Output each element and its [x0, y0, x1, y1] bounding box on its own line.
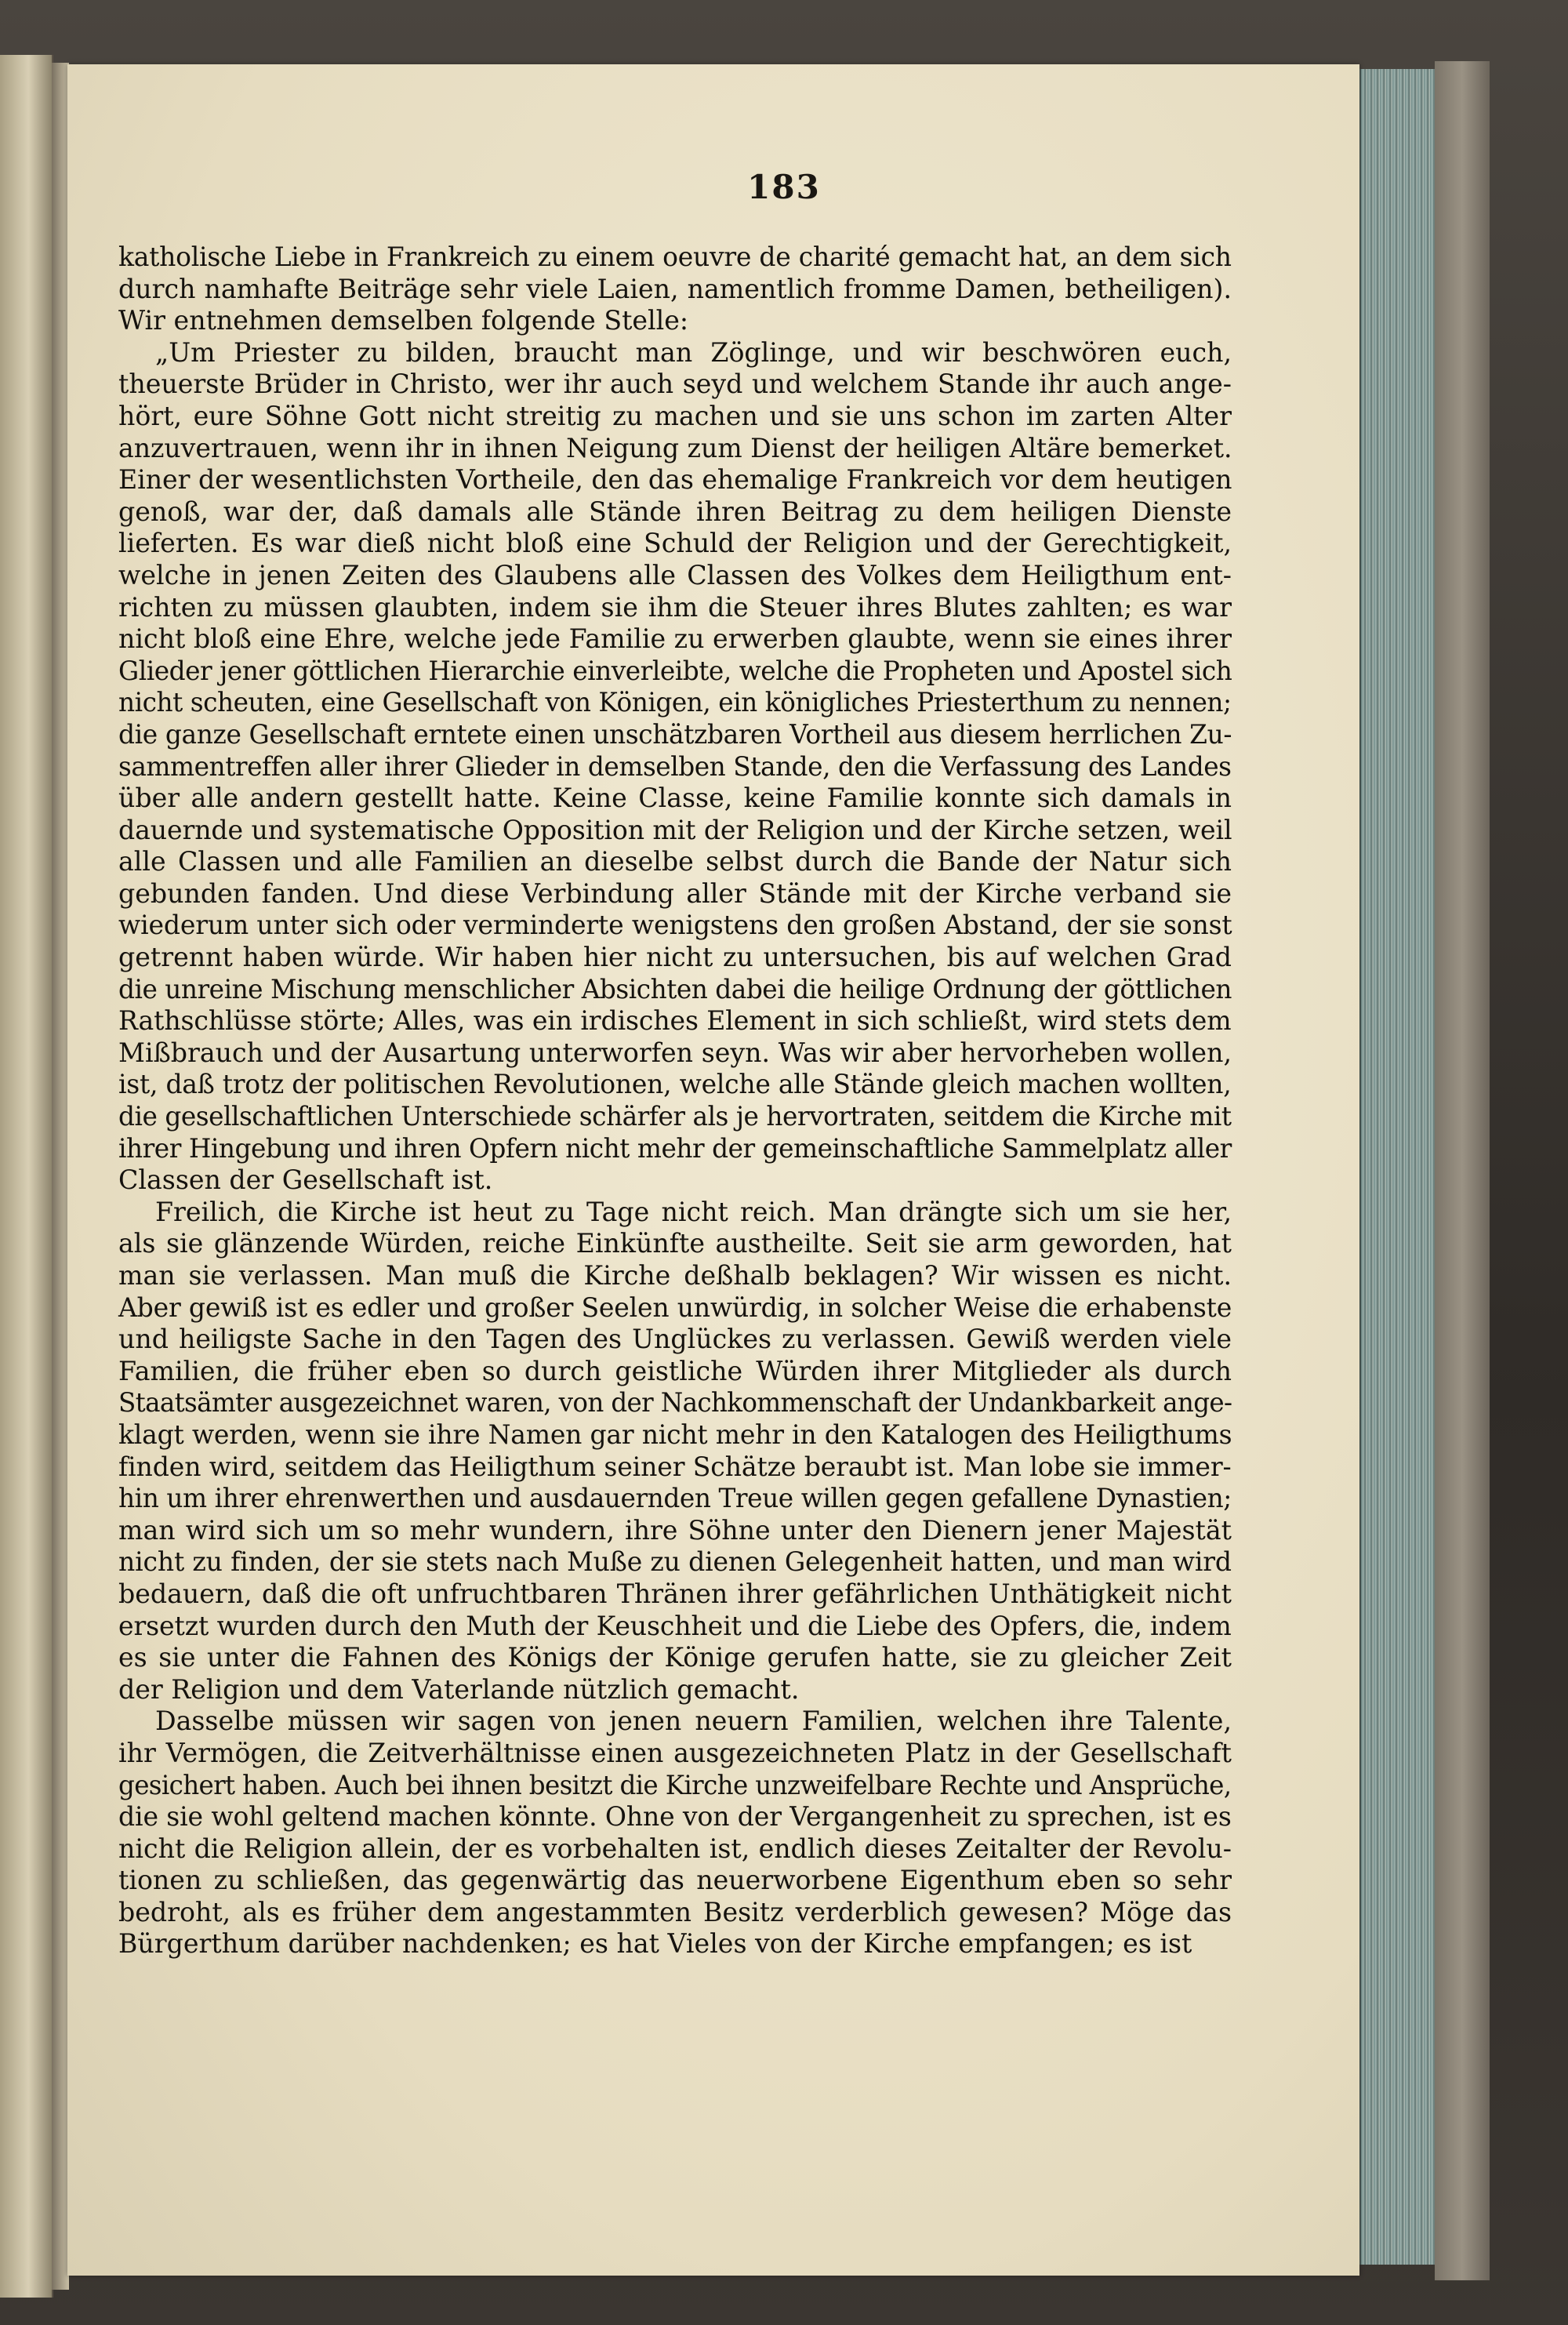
text-line: genoß, war der, daß damals alle Stände ihren Beitrag zu dem heiligen Dienste	[118, 496, 1232, 527]
text-line: „Um Priester zu bilden, braucht man Zöglinge, und wir beschwören euch,	[155, 336, 1232, 368]
body-text	[118, 242, 1232, 1960]
text-line: Dasselbe müssen wir sagen von jenen neuern Familien, welchen ihre Talente,	[155, 1706, 1232, 1737]
text-line: Aber gewiß ist es edler und großer Seelen unwürdig, in solcher Weise die erhabenste	[118, 1291, 1232, 1323]
text-line: theuerste Brüder in Christo, wer ihr auch seyd und welchem Stande ihr auch ange-	[118, 369, 1232, 400]
text-line: klagt werden, wenn sie ihre Namen gar nicht mehr in den Katalogen des Heiligthums	[118, 1419, 1232, 1450]
text-line: Rathschlüsse störte; Alles, was ein irdisches Element in sich schließt, wird stets dem	[118, 1005, 1232, 1037]
text-line: Familien, die früher eben so durch geistliche Würden ihrer Mitglieder als durch	[118, 1355, 1232, 1386]
paragraph	[118, 242, 1232, 337]
text-line: bedroht, als es früher dem angestammten Besitz verderblich gewesen? Möge das	[118, 1896, 1232, 1927]
left-page-edge	[0, 55, 53, 2298]
page-number: 183	[747, 168, 821, 206]
text-line: alle Classen und alle Familien an dieselbe selbst durch die Bande der Natur sich	[118, 846, 1232, 877]
text-line: ihrer Hingebung und ihren Opfern nicht mehr der gemeinschaftliche Sammelplatz aller	[118, 1132, 1232, 1164]
text-line: durch namhafte Beiträge sehr viele Laien, namentlich fromme Damen, betheiligen).	[118, 273, 1232, 304]
text-line: als sie glänzende Würden, reiche Einkünfte austheilte. Seit sie arm geworden, hat	[118, 1228, 1232, 1259]
text-line: Glieder jener göttlichen Hierarchie einverleibte, welche die Propheten und Apostel sich	[118, 655, 1232, 686]
text-line: es sie unter die Fahnen des Königs der Könige gerufen hatte, sie zu gleicher Zeit	[118, 1642, 1232, 1673]
text-line: welche in jenen Zeiten des Glaubens alle Classen des Volkes dem Heiligthum ent-	[118, 559, 1232, 590]
text-line: nicht scheuten, eine Gesellschaft von Königen, ein königliches Priesterthum zu nennen;	[118, 687, 1232, 718]
text-line: hört, eure Söhne Gott nicht streitig zu machen und sie uns schon im zarten Alter	[118, 400, 1232, 431]
text-line: katholische Liebe in Frankreich zu einem oeuvre de charité gemacht hat, an dem sich	[118, 242, 1232, 272]
text-line: anzuvertrauen, wenn ihr in ihnen Neigung zum Dienst der heiligen Altäre bemerket.	[118, 432, 1232, 463]
text-line: wiederum unter sich oder verminderte wenigstens den großen Abstand, der sie sonst	[118, 910, 1232, 941]
text-line: die ganze Gesellschaft erntete einen unschätzbaren Vortheil aus diesem herrlichen Zu-	[118, 718, 1232, 750]
text-line: lieferten. Es war dieß nicht bloß eine Schuld der Religion und der Gerechtigkeit,	[118, 528, 1232, 559]
text-line: gesichert haben. Auch bei ihnen besitzt die Kirche unzweifelbare Rechte und Ansprüche,	[118, 1769, 1232, 1800]
text-line: ist, daß trotz der politischen Revolutionen, welche alle Stände gleich machen wollten,	[118, 1069, 1232, 1100]
text-line: gebunden fanden. Und diese Verbindung aller Stände mit der Kirche verband sie	[118, 877, 1232, 909]
text-line: und heiligste Sache in den Tagen des Unglückes zu verlassen. Gewiß werden viele	[118, 1324, 1232, 1355]
text-line: sammentreffen aller ihrer Glieder in demselben Stande, den die Verfassung des Landes	[118, 750, 1232, 782]
text-line: nicht bloß eine Ehre, welche jede Familie zu erwerben glaubte, wenn sie eines ihrer	[118, 623, 1232, 655]
text-line: Freilich, die Kirche ist heut zu Tage nicht reich. Man drängte sich um sie her,	[155, 1196, 1232, 1227]
text-line: finden wird, seitdem das Heiligthum seiner Schätze beraubt ist. Man lobe sie immer-	[118, 1451, 1232, 1482]
text-line: ersetzt wurden durch den Muth der Keuschheit und die Liebe des Opfers, die, indem	[118, 1610, 1232, 1641]
text-line: dauernde und systematische Opposition mit der Religion und der Kirche setzen, weil	[118, 814, 1232, 845]
page-stack-edges	[1359, 69, 1436, 2265]
text-line: richten zu müssen glaubten, indem sie ihm die Steuer ihres Blutes zahlten; es war	[118, 591, 1232, 623]
text-line: man wird sich um so mehr wundern, ihre Söhne unter den Dienern jener Majestät	[118, 1514, 1232, 1546]
book-cover-edge	[1435, 61, 1490, 2280]
text-line: der Religion und dem Vaterlande nützlich gemacht.	[118, 1673, 800, 1705]
text-line: nicht die Religion allein, der es vorbehalten ist, endlich dieses Zeitalter der Revolu-	[118, 1833, 1232, 1864]
text-line: getrennt haben würde. Wir haben hier nicht zu untersuchen, bis auf welchen Grad	[118, 942, 1232, 973]
paragraph	[118, 1706, 1232, 1960]
text-line: Einer der wesentlichsten Vortheile, den das ehemalige Frankreich vor dem heutigen	[118, 464, 1232, 496]
book-gutter	[52, 63, 69, 2290]
text-line: ihr Vermögen, die Zeitverhältnisse einen ausgezeichneten Platz in der Gesellschaft	[118, 1737, 1232, 1768]
paragraph	[118, 1197, 1232, 1706]
text-line: Mißbrauch und der Ausartung unterworfen seyn. Was wir aber hervorheben wollen,	[118, 1037, 1232, 1068]
text-line: Wir entnehmen demselben folgende Stelle:	[118, 305, 689, 336]
text-line: tionen zu schließen, das gegenwärtig das neuerworbene Eigenthum eben so sehr	[118, 1865, 1232, 1896]
text-line: nicht zu finden, der sie stets nach Muße zu dienen Gelegenheit hatten, und man wird	[118, 1546, 1232, 1578]
text-line: Classen der Gesellschaft ist.	[118, 1164, 493, 1196]
text-line: hin um ihrer ehrenwerthen und ausdauernden Treue willen gegen gefallene Dynastien;	[118, 1483, 1232, 1514]
text-line: die sie wohl geltend machen könnte. Ohne von der Vergangenheit zu sprechen, ist es	[118, 1801, 1232, 1833]
text-line: über alle andern gestellt hatte. Keine Classe, keine Familie konnte sich damals in	[118, 783, 1232, 814]
text-line: Staatsämter ausgezeichnet waren, von der Nachkommenschaft der Undankbarkeit ange-	[118, 1387, 1232, 1419]
text-line: bedauern, daß die oft unfruchtbaren Thränen ihrer gefährlichen Unthätigkeit nicht	[118, 1578, 1232, 1609]
text-line: die gesellschaftlichen Unterschiede schärfer als je hervortraten, seitdem die Kirche mit	[118, 1101, 1232, 1132]
text-line: Bürgerthum darüber nachdenken; es hat Vieles von der Kirche empfangen; es ist	[118, 1928, 1192, 1960]
text-line: man sie verlassen. Man muß die Kirche deßhalb beklagen? Wir wissen es nicht.	[118, 1260, 1232, 1291]
paragraph	[118, 337, 1232, 1197]
text-line: die unreine Mischung menschlicher Absichten dabei die heilige Ordnung der göttlichen	[118, 973, 1232, 1004]
